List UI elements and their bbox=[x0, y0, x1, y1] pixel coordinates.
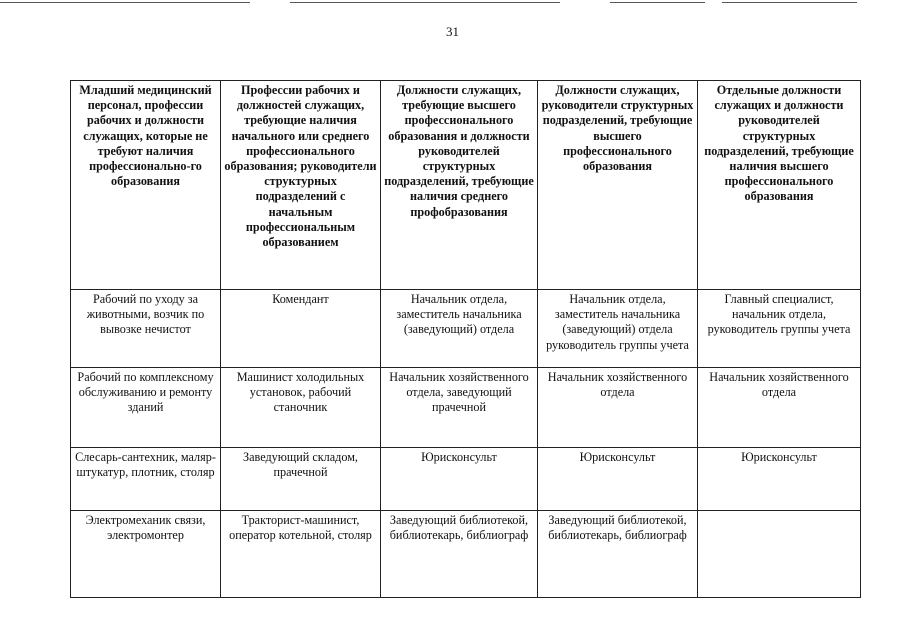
table-row bbox=[71, 511, 861, 598]
page-number: 31 bbox=[446, 24, 459, 39]
table-cell: Главный специалист, начальник отдела, руководитель группы учета bbox=[698, 290, 861, 368]
table-cell: Рабочий по уходу за животными, возчик по вывозке нечистот bbox=[71, 290, 221, 368]
column-header: Должности служащих, руководители структурных подразделений, требующие высшего профессионального образования bbox=[538, 81, 698, 290]
table-cell bbox=[698, 511, 861, 598]
table-cell: Заведующий складом, прачечной bbox=[221, 448, 381, 511]
table-cell: Тракторист-машинист, оператор котельной, столяр bbox=[221, 511, 381, 598]
table-cell: Заведующий библиотекой, библиотекарь, библиограф bbox=[381, 511, 538, 598]
table-row bbox=[71, 448, 861, 511]
column-header: Должности служащих, требующие высшего профессионального образования и должности руководителей структурных подразделений, требующие наличия среднего профобразования bbox=[381, 81, 538, 290]
table-cell: Начальник хозяйственного отдела bbox=[538, 368, 698, 448]
table-cell: Заведующий библиотекой, библиотекарь, библиограф bbox=[538, 511, 698, 598]
top-rule-right-1 bbox=[610, 2, 705, 3]
table-cell: Начальник хозяйственного отдела bbox=[698, 368, 861, 448]
top-rule-middle bbox=[290, 2, 560, 3]
column-header: Младший медицинский персонал, профессии рабочих и должности служащих, которые не требуют наличия профессионально-го образования bbox=[71, 81, 221, 290]
table-cell: Юрисконсульт bbox=[381, 448, 538, 511]
table-cell: Комендант bbox=[221, 290, 381, 368]
table-cell: Юрисконсульт bbox=[698, 448, 861, 511]
top-rule-left bbox=[0, 2, 250, 3]
top-rule-right-2 bbox=[722, 2, 857, 3]
table-cell: Электромеханик связи, электромонтер bbox=[71, 511, 221, 598]
table-cell: Юрисконсульт bbox=[538, 448, 698, 511]
table-cell: Слесарь-сантехник, маляр-штукатур, плотник, столяр bbox=[71, 448, 221, 511]
column-header: Отдельные должности служащих и должности руководителей структурных подразделений, требующие наличия высшего профессионального образования bbox=[698, 81, 861, 290]
table-row bbox=[71, 368, 861, 448]
table-cell: Начальник хозяйственного отдела, заведующий прачечной bbox=[381, 368, 538, 448]
table-cell: Начальник отдела, заместитель начальника (заведующий) отдела bbox=[381, 290, 538, 368]
table-header-row bbox=[71, 81, 861, 290]
column-header: Профессии рабочих и должностей служащих, требующие наличия начального или среднего профессионального образования; руководители структурных подразделений с начальным профессиональным образованием bbox=[221, 81, 381, 290]
staff-categories-table bbox=[70, 80, 861, 598]
table-row bbox=[71, 290, 861, 368]
table-cell: Машинист холодильных установок, рабочий станочник bbox=[221, 368, 381, 448]
table-cell: Рабочий по комплексному обслуживанию и ремонту зданий bbox=[71, 368, 221, 448]
table-cell: Начальник отдела, заместитель начальника (заведующий) отдела руководитель группы учета bbox=[538, 290, 698, 368]
